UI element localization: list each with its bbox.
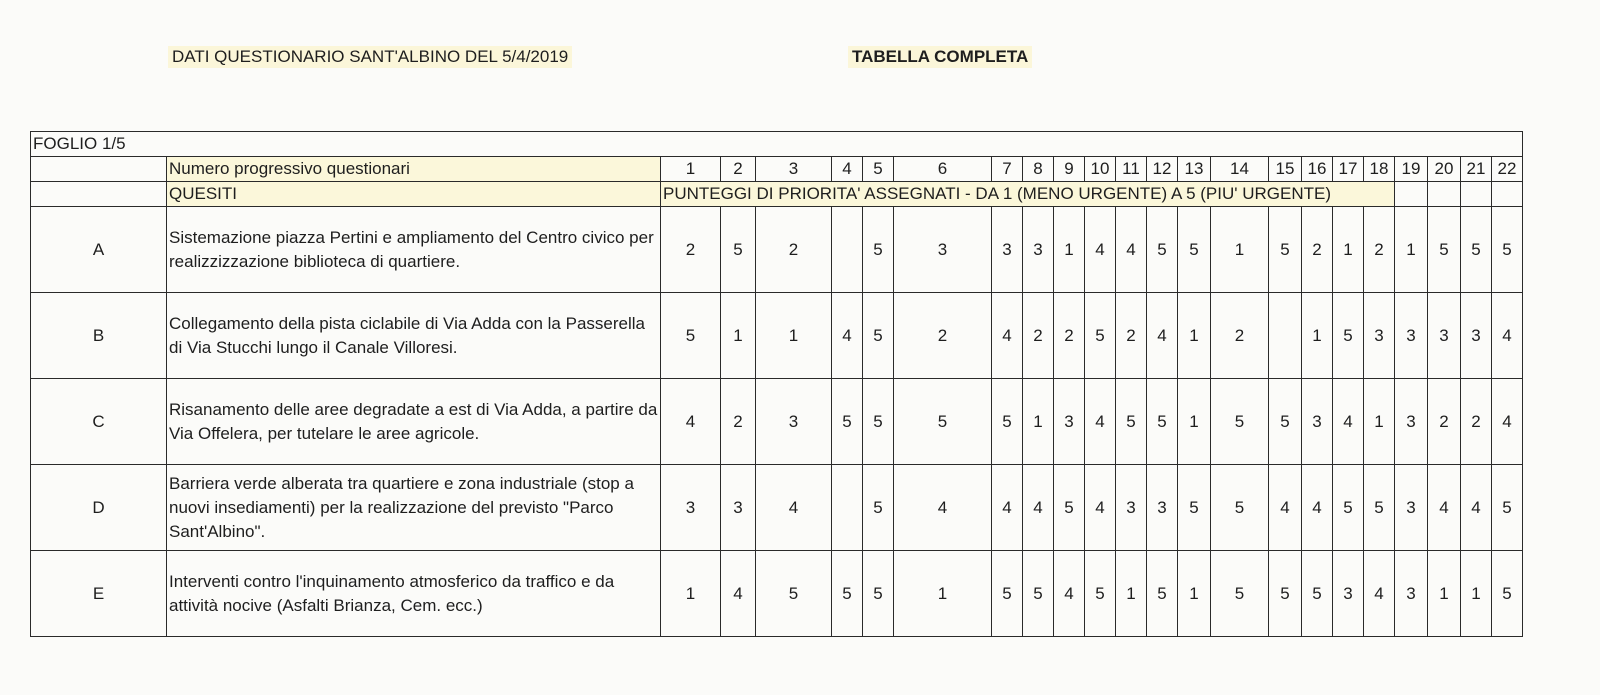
score-cell — [832, 465, 863, 551]
score-cell: 4 — [1147, 293, 1178, 379]
score-cell: 3 — [1147, 465, 1178, 551]
score-cell: 4 — [1428, 465, 1461, 551]
score-cell: 4 — [1302, 465, 1333, 551]
score-cell: 3 — [1116, 465, 1147, 551]
document-title: DATI QUESTIONARIO SANT'ALBINO DEL 5/4/2019 — [168, 46, 572, 68]
score-cell: 4 — [992, 465, 1023, 551]
score-cell: 5 — [992, 551, 1023, 637]
score-cell: 4 — [1054, 551, 1085, 637]
score-cell: 2 — [1116, 293, 1147, 379]
column-number: 3 — [756, 157, 832, 182]
score-cell: 1 — [894, 551, 992, 637]
empty-cell — [31, 182, 167, 207]
score-cell: 1 — [1364, 379, 1395, 465]
score-cell: 5 — [832, 551, 863, 637]
score-cell: 5 — [1269, 551, 1302, 637]
question-row — [31, 293, 1523, 379]
score-cell: 1 — [1116, 551, 1147, 637]
score-cell: 4 — [1492, 379, 1523, 465]
score-cell: 5 — [1333, 465, 1364, 551]
score-cell: 5 — [894, 379, 992, 465]
score-cell: 5 — [1364, 465, 1395, 551]
score-cell: 3 — [894, 207, 992, 293]
score-cell: 5 — [1023, 551, 1054, 637]
score-cell: 3 — [992, 207, 1023, 293]
score-cell: 5 — [832, 379, 863, 465]
column-number: 13 — [1178, 157, 1211, 182]
score-cell: 2 — [756, 207, 832, 293]
score-cell: 2 — [1461, 379, 1492, 465]
column-number: 18 — [1364, 157, 1395, 182]
column-number: 19 — [1395, 157, 1428, 182]
question-text: Collegamento della pista ciclabile di Via Adda con la Passerella di Via Stucchi lungo il Canale Villoresi. — [167, 293, 661, 379]
score-cell: 4 — [1492, 293, 1523, 379]
score-cell: 4 — [1461, 465, 1492, 551]
score-cell: 4 — [992, 293, 1023, 379]
score-cell: 5 — [1211, 379, 1269, 465]
question-text: Interventi contro l'inquinamento atmosferico da traffico e da attività nocive (Asfalti Brianza, Cem. ecc.) — [167, 551, 661, 637]
numero-label: Numero progressivo questionari — [167, 157, 661, 182]
score-cell: 2 — [661, 207, 721, 293]
empty-cell — [1461, 182, 1492, 207]
score-cell: 3 — [1428, 293, 1461, 379]
score-cell: 4 — [1085, 465, 1116, 551]
score-cell: 2 — [1211, 293, 1269, 379]
score-cell: 4 — [661, 379, 721, 465]
score-cell: 4 — [1333, 379, 1364, 465]
column-number: 15 — [1269, 157, 1302, 182]
score-cell: 5 — [1492, 207, 1523, 293]
score-cell: 1 — [1023, 379, 1054, 465]
score-cell: 4 — [1116, 207, 1147, 293]
punteggi-label: PUNTEGGI DI PRIORITA' ASSEGNATI - DA 1 (MENO URGENTE) A 5 (PIU' URGENTE) — [661, 182, 1395, 207]
question-letter: E — [31, 551, 167, 637]
score-cell: 3 — [1461, 293, 1492, 379]
column-number: 11 — [1116, 157, 1147, 182]
column-number: 8 — [1023, 157, 1054, 182]
score-cell: 2 — [1364, 207, 1395, 293]
score-cell: 1 — [1178, 551, 1211, 637]
question-text: Barriera verde alberata tra quartiere e zona industriale (stop a nuovi insediamenti) per la realizzazione del previsto "Parco Sant'Albino". — [167, 465, 661, 551]
column-number: 12 — [1147, 157, 1178, 182]
empty-cell — [1395, 182, 1428, 207]
score-cell: 1 — [1428, 551, 1461, 637]
score-cell: 1 — [1178, 379, 1211, 465]
score-cell: 3 — [721, 465, 756, 551]
question-letter: B — [31, 293, 167, 379]
column-number: 1 — [661, 157, 721, 182]
score-cell: 5 — [756, 551, 832, 637]
score-cell: 4 — [1085, 207, 1116, 293]
column-number: 7 — [992, 157, 1023, 182]
score-cell: 3 — [1364, 293, 1395, 379]
score-cell: 3 — [661, 465, 721, 551]
score-cell: 5 — [1147, 379, 1178, 465]
questionnaire-table — [30, 131, 1523, 637]
score-cell: 2 — [1302, 207, 1333, 293]
score-cell: 2 — [1023, 293, 1054, 379]
score-cell: 1 — [1211, 207, 1269, 293]
score-cell: 1 — [661, 551, 721, 637]
question-letter: D — [31, 465, 167, 551]
empty-cell — [31, 157, 167, 182]
column-number: 10 — [1085, 157, 1116, 182]
score-cell: 5 — [1147, 207, 1178, 293]
column-number: 20 — [1428, 157, 1461, 182]
question-letter: A — [31, 207, 167, 293]
column-number: 9 — [1054, 157, 1085, 182]
column-number: 22 — [1492, 157, 1523, 182]
score-cell: 5 — [1085, 293, 1116, 379]
column-number: 4 — [832, 157, 863, 182]
score-cell: 5 — [1211, 465, 1269, 551]
score-cell: 5 — [1054, 465, 1085, 551]
score-cell: 5 — [1116, 379, 1147, 465]
score-cell: 4 — [1023, 465, 1054, 551]
score-cell: 3 — [1395, 293, 1428, 379]
score-cell: 5 — [1302, 551, 1333, 637]
score-cell: 5 — [721, 207, 756, 293]
score-cell: 5 — [1492, 551, 1523, 637]
score-cell: 5 — [1211, 551, 1269, 637]
score-cell: 5 — [1428, 207, 1461, 293]
score-cell: 5 — [863, 293, 894, 379]
score-cell: 1 — [721, 293, 756, 379]
quesiti-label: QUESITI — [167, 182, 661, 207]
empty-cell — [1428, 182, 1461, 207]
score-cell: 5 — [863, 207, 894, 293]
column-number: 21 — [1461, 157, 1492, 182]
score-cell: 4 — [1364, 551, 1395, 637]
score-cell: 5 — [992, 379, 1023, 465]
score-cell: 5 — [1147, 551, 1178, 637]
column-number: 14 — [1211, 157, 1269, 182]
question-letter: C — [31, 379, 167, 465]
column-number: 2 — [721, 157, 756, 182]
score-cell: 3 — [1395, 379, 1428, 465]
score-cell: 5 — [1269, 207, 1302, 293]
score-cell: 1 — [1178, 293, 1211, 379]
score-cell: 4 — [1085, 379, 1116, 465]
score-cell: 5 — [1085, 551, 1116, 637]
score-cell: 2 — [894, 293, 992, 379]
score-cell: 2 — [1428, 379, 1461, 465]
question-text: Sistemazione piazza Pertini e ampliamento del Centro civico per realizzizzazione biblioteca di quartiere. — [167, 207, 661, 293]
score-cell: 2 — [1054, 293, 1085, 379]
score-cell: 3 — [1302, 379, 1333, 465]
score-cell: 4 — [756, 465, 832, 551]
score-cell: 1 — [1054, 207, 1085, 293]
score-cell — [832, 207, 863, 293]
empty-cell — [1492, 182, 1523, 207]
column-number: 16 — [1302, 157, 1333, 182]
score-cell: 5 — [1333, 293, 1364, 379]
score-cell: 1 — [1302, 293, 1333, 379]
score-cell: 5 — [1178, 207, 1211, 293]
score-cell: 5 — [1492, 465, 1523, 551]
score-cell: 4 — [894, 465, 992, 551]
question-row — [31, 207, 1523, 293]
score-cell: 4 — [721, 551, 756, 637]
score-cell: 5 — [863, 551, 894, 637]
score-cell: 3 — [756, 379, 832, 465]
score-cell — [1269, 293, 1302, 379]
score-cell: 5 — [661, 293, 721, 379]
score-cell: 1 — [1461, 551, 1492, 637]
score-cell: 5 — [863, 379, 894, 465]
question-row — [31, 379, 1523, 465]
question-text: Risanamento delle aree degradate a est di Via Adda, a partire da Via Offelera, per tutelare le aree agricole. — [167, 379, 661, 465]
score-cell: 5 — [1178, 465, 1211, 551]
score-cell: 3 — [1023, 207, 1054, 293]
sheet-label: FOGLIO 1/5 — [31, 132, 1523, 157]
score-cell: 1 — [756, 293, 832, 379]
table-title: TABELLA COMPLETA — [848, 46, 1032, 68]
column-number: 6 — [894, 157, 992, 182]
column-number: 17 — [1333, 157, 1364, 182]
score-cell: 5 — [1461, 207, 1492, 293]
column-number: 5 — [863, 157, 894, 182]
score-cell: 3 — [1395, 551, 1428, 637]
score-cell: 2 — [721, 379, 756, 465]
score-cell: 3 — [1395, 465, 1428, 551]
score-cell: 4 — [832, 293, 863, 379]
score-cell: 3 — [1333, 551, 1364, 637]
score-cell: 1 — [1395, 207, 1428, 293]
question-row — [31, 551, 1523, 637]
question-row — [31, 465, 1523, 551]
score-cell: 3 — [1054, 379, 1085, 465]
score-cell: 5 — [1269, 379, 1302, 465]
score-cell: 4 — [1269, 465, 1302, 551]
score-cell: 1 — [1333, 207, 1364, 293]
score-cell: 5 — [863, 465, 894, 551]
